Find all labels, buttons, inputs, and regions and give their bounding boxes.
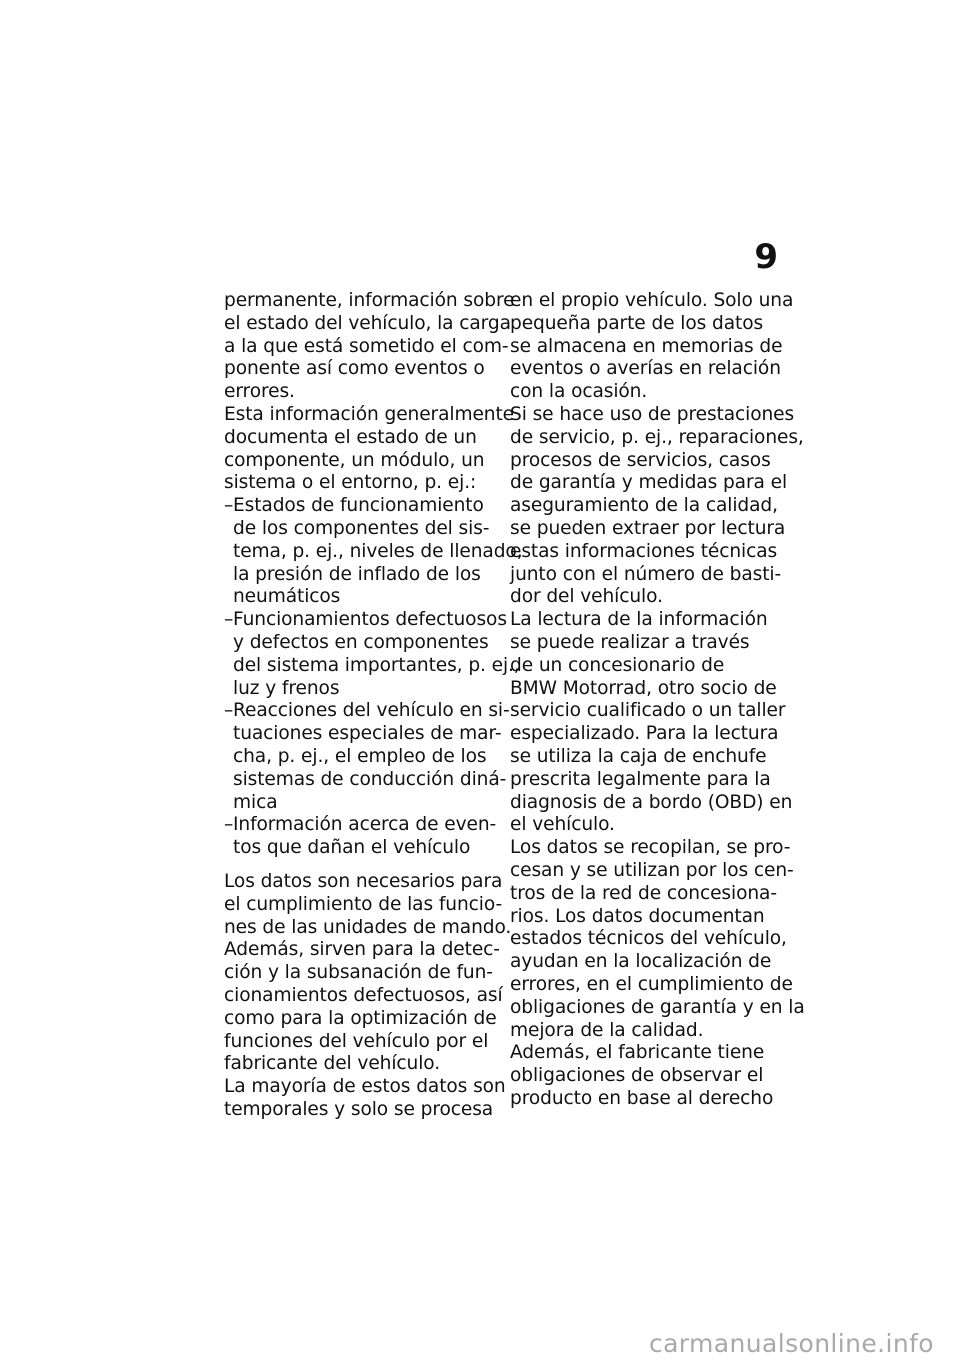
list-item xyxy=(224,609,520,700)
text-line: Esta información generalmente xyxy=(224,403,515,425)
text-line: Información acerca de even- xyxy=(233,814,497,836)
text-line: luz y frenos xyxy=(233,677,340,699)
text-line: diagnosis de a bordo (OBD) en xyxy=(510,791,793,813)
text-line: ponente así como eventos o xyxy=(224,358,485,380)
text-line: se puede realizar a través xyxy=(510,631,750,653)
text-line: sistemas de conducción diná- xyxy=(233,768,507,790)
intro-paragraph xyxy=(224,290,515,495)
text-line: La lectura de la información xyxy=(510,609,768,631)
text-line: dor del vehículo. xyxy=(510,586,663,608)
text-line: ción y la subsanación de fun- xyxy=(224,962,493,984)
paragraph-gap xyxy=(224,860,492,871)
text-line: mica xyxy=(233,791,278,813)
text-line: mejora de la calidad. xyxy=(510,1019,704,1041)
text-line: de garantía y medidas para el xyxy=(510,472,788,494)
list-dash: – xyxy=(224,814,234,836)
text-line: Los datos son necesarios para xyxy=(224,870,503,892)
text-line: temporales y solo se procesa xyxy=(224,1098,494,1120)
text-line: en el propio vehículo. Solo una xyxy=(510,290,794,311)
text-line: tema, p. ej., niveles de llenado, xyxy=(233,540,523,562)
text-line: nes de las unidades de mando. xyxy=(224,916,512,938)
text-line: servicio cualificado o un taller xyxy=(510,700,786,722)
text-line: especializado. Para la lectura xyxy=(510,723,779,745)
left-column xyxy=(224,290,523,1122)
text-line: Estados de funcionamiento xyxy=(233,495,484,517)
text-line: producto en base al derecho xyxy=(510,1087,774,1109)
text-line: prescrita legalmente para la xyxy=(510,768,771,790)
text-line: la presión de inflado de los xyxy=(233,563,481,585)
text-line: tuaciones especiales de mar- xyxy=(233,723,502,745)
text-line: de servicio, p. ej., reparaciones, xyxy=(510,426,804,448)
text-line: errores. xyxy=(224,381,295,403)
text-line: cesan y se utilizan por los cen- xyxy=(510,859,794,881)
text-line: se utiliza la caja de enchufe xyxy=(510,745,767,767)
list-item xyxy=(224,700,510,814)
text-line: estados técnicos del vehículo, xyxy=(510,928,787,950)
text-line: a la que está sometido el com- xyxy=(224,335,509,357)
text-line: componente, un módulo, un xyxy=(224,449,485,471)
text-line: Además, el fabricante tiene xyxy=(510,1042,765,1064)
text-line: Los datos se recopilan, se pro- xyxy=(510,837,791,859)
text-line: ayudan en la localización de xyxy=(510,951,772,973)
watermark: carmanualsonline.info xyxy=(648,1329,934,1358)
text-line: con la ocasión. xyxy=(510,381,648,403)
list-dash: – xyxy=(224,495,234,517)
text-line: sistema o el entorno, p. ej.: xyxy=(224,472,477,494)
text-line: cha, p. ej., el empleo de los xyxy=(233,745,487,767)
text-line: fabricante del vehículo. xyxy=(224,1053,441,1075)
text-line: se pueden extraer por lectura xyxy=(510,517,786,539)
bullet-list xyxy=(224,495,523,860)
text-line: La mayoría de estos datos son xyxy=(224,1076,506,1098)
text-line: neumáticos xyxy=(233,586,341,608)
text-line: Reacciones del vehículo en si- xyxy=(233,700,510,722)
text-line: Además, sirven para la detec- xyxy=(224,939,500,961)
text-line: el vehículo. xyxy=(510,814,615,836)
text-line: de un concesionario de xyxy=(510,654,725,676)
text-line: aseguramiento de la calidad, xyxy=(510,495,778,517)
text-line: BMW Motorrad, otro socio de xyxy=(510,677,777,699)
text-line: Si se hace uso de prestaciones xyxy=(510,403,795,425)
list-dash: – xyxy=(224,609,234,631)
text-line: procesos de servicios, casos xyxy=(510,449,771,471)
text-line: pequeña parte de los datos xyxy=(510,312,764,334)
text-line: el estado del vehículo, la carga xyxy=(224,312,511,334)
text-line: el cumplimiento de las funcio- xyxy=(224,893,503,915)
list-item xyxy=(224,495,523,609)
text-line: de los componentes del sis- xyxy=(233,517,490,539)
text-line: como para la optimización de xyxy=(224,1007,497,1029)
text-line: Funcionamientos defectuosos xyxy=(233,609,507,631)
text-line: eventos o averías en relación xyxy=(510,358,781,380)
list-item xyxy=(224,814,497,860)
text-line: obligaciones de garantía y en la xyxy=(510,996,805,1018)
text-line: errores, en el cumplimiento de xyxy=(510,973,793,995)
text-line: junto con el número de basti- xyxy=(510,563,782,585)
text-line: permanente, información sobre xyxy=(224,290,515,311)
outro-paragraph xyxy=(224,870,512,1122)
text-line: rios. Los datos documentan xyxy=(510,905,765,927)
text-line: estas informaciones técnicas xyxy=(510,540,778,562)
text-line: obligaciones de observar el xyxy=(510,1065,764,1087)
text-line: documenta el estado de un xyxy=(224,426,477,448)
text-line: cionamientos defectuosos, así xyxy=(224,984,503,1006)
list-dash: – xyxy=(224,700,234,722)
right-column xyxy=(510,290,805,1111)
text-line: tros de la red de concesiona- xyxy=(510,882,777,904)
text-line: y defectos en componentes xyxy=(233,631,489,653)
text-line: tos que dañan el vehículo xyxy=(233,837,471,859)
text-line: del sistema importantes, p. ej., xyxy=(233,654,520,676)
text-line: funciones del vehículo por el xyxy=(224,1030,489,1052)
text-line: se almacena en memorias de xyxy=(510,335,783,357)
page-number: 9 xyxy=(754,237,778,277)
